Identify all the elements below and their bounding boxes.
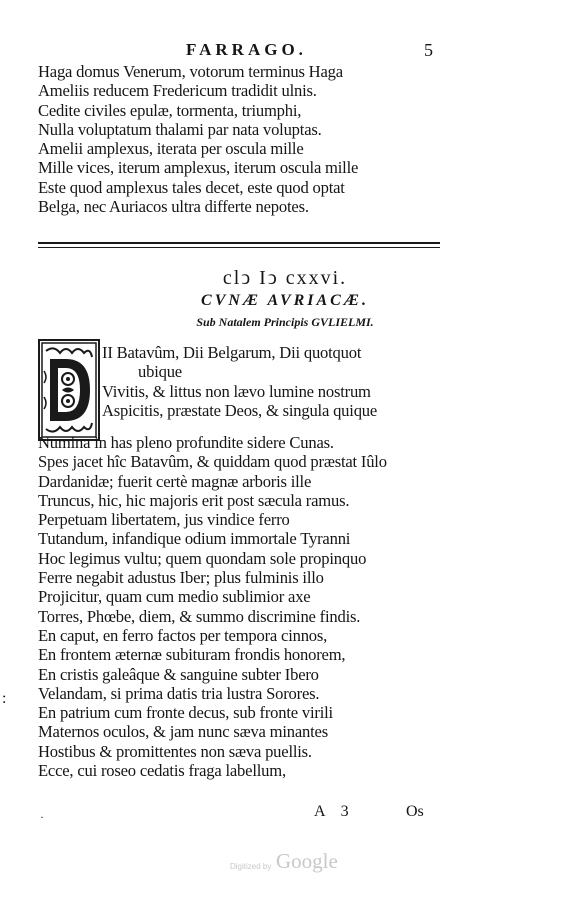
section-number: clↄ Iↄ cxxvi.	[222, 267, 348, 289]
running-title: FARRAGO.	[186, 40, 307, 59]
verse-line: Spes jacet hîc Batavûm, & quiddam quod præstat Iûlo	[38, 452, 387, 472]
verse-line: Hostibus & promittentes non sæva puellis.	[38, 741, 312, 761]
verse-line: En patrium cum fronte decus, sub fronte virili	[38, 703, 333, 723]
verse-line: En frontem æternæ subituram frondis honorem,	[38, 645, 346, 665]
verse-line: Ferre negabit adustus Iber; plus fulminis illo	[38, 568, 324, 588]
verse-line: Tutandum, infandique odium immortale Tyranni	[38, 529, 351, 549]
verse-line: Projicitur, quam cum medio sublimior axe	[38, 587, 311, 607]
watermark-prefix: Digitized by	[230, 862, 272, 871]
verse-line: Belga, nec Auriacos ultra differte nepotes.	[38, 197, 309, 217]
section-subtitle: Sub Natalem Principis GVLIELMI.	[196, 315, 374, 329]
digitization-watermark	[230, 849, 350, 877]
signature-mark: A 3	[314, 803, 355, 820]
ornamented-initial-d-icon	[38, 339, 100, 441]
verse-line: ubique	[138, 362, 182, 382]
stray-dot: ·	[40, 810, 44, 824]
verse-line: Dardanidæ; fuerit certè magnæ arboris ille	[38, 471, 312, 491]
verse-line: Vivitis, & littus non lævo lumine nostrum	[102, 381, 371, 401]
page-number: 5	[424, 40, 433, 60]
verse-line: Mille vices, iterum amplexus, iterum oscula mille	[38, 158, 359, 178]
catchword: Os	[406, 803, 424, 820]
poem-opening	[102, 343, 377, 420]
verse-line: Velandam, si prima datis tria lustra Sorores.	[38, 683, 320, 703]
running-head	[0, 40, 570, 64]
verse-line: Maternos oculos, & jam nunc sæva minantes	[38, 722, 328, 742]
verse-line: En cristis galeâque & sanguine subter Ibero	[38, 664, 319, 684]
verse-line: Hoc legimus vultu; quem quondam sole propinquo	[38, 548, 367, 568]
verse-line: Ecce, cui roseo cedatis fraga labellum,	[38, 761, 286, 781]
verse-line: Amelii amplexus, iterata per oscula mille	[38, 139, 304, 159]
verse-line: Nulla voluptatum thalami par nata voluptas.	[38, 119, 322, 139]
watermark-brand: Google	[276, 849, 338, 873]
verse-line: II Batavûm, Dii Belgarum, Dii quotquot	[102, 343, 362, 362]
verse-line: En caput, en ferro factos per tempora cinnos,	[38, 625, 328, 645]
verse-line: Este quod amplexus tales decet, este quod optat	[38, 177, 345, 197]
verse-line: Torres, Phœbe, diem, & summo discrimine findis.	[38, 606, 361, 626]
top-poem	[38, 62, 358, 216]
verse-line: Perpetuam libertatem, jus vindice ferro	[38, 510, 290, 530]
main-poem	[38, 433, 387, 780]
verse-line: Ameliis reducem Fredericum tradidit ulnis.	[38, 81, 317, 101]
double-rule-top	[38, 242, 440, 244]
double-rule-bottom	[38, 247, 440, 248]
verse-line: Truncus, hic, hic majoris erit post sæcula ramus.	[38, 490, 350, 510]
margin-marks: :	[2, 690, 7, 707]
verse-line: Numina in has pleno profundite sidere Cunas.	[38, 433, 334, 452]
verse-line: Haga domus Venerum, votorum terminus Haga	[38, 62, 343, 81]
verse-line: Aspicitis, præstate Deos, & singula quique	[102, 400, 378, 420]
section-title: CVNÆ AVRIACÆ.	[201, 292, 369, 309]
verse-line: Cedite civiles epulæ, tormenta, triumphi,	[38, 100, 302, 120]
